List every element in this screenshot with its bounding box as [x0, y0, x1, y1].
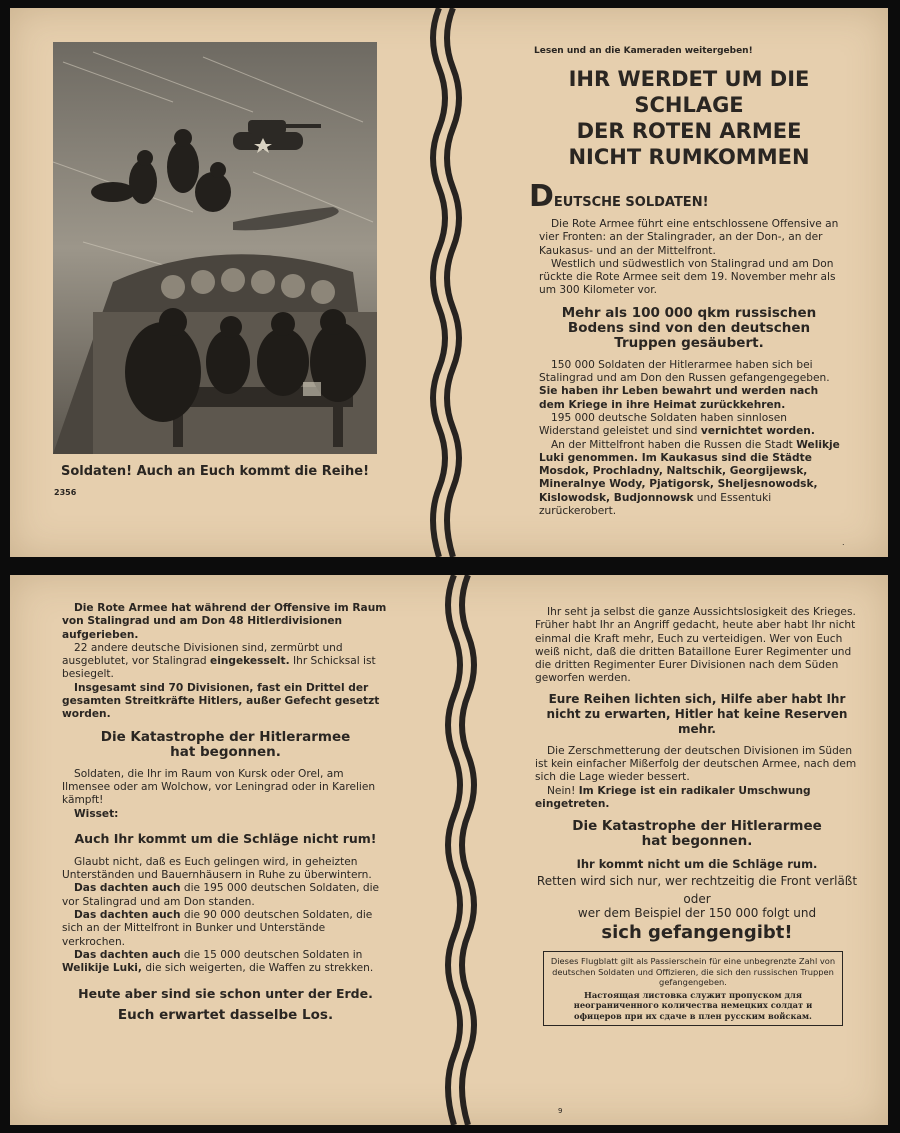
thought-3-text: die 15 000 deutschen Soldaten in	[183, 948, 363, 961]
thought-2-bold: Das dachten auch	[74, 909, 181, 922]
paragraph-prisoners	[539, 359, 845, 412]
encircled-bold: eingekesselt.	[210, 655, 290, 668]
leaflet-back-sheet	[10, 575, 888, 1125]
para-hopelessness: Ihr seht ja selbst die ganze Aussichtslosigkeit des Krieges. Früher habt Ihr an Angriff gedacht, heute aber habt Ihr nicht einmal die Kraft mehr, Euch zu verteidigen. Wer von Euch weiß nicht, daß die dritten Bataillone Eurer Regimenter und die dritten Regimenter Eurer Divisionen nach dem Süden geworfen werden.	[535, 606, 856, 685]
ranks-line-3: mehr.	[678, 721, 716, 736]
cities-end: und Essentuki zurückerobert.	[539, 491, 772, 518]
print-code: 2356	[54, 488, 77, 497]
encircled-text: 22 andere deutsche Divisionen sind, zermürbt und ausgeblutet, vor Stalingrad	[62, 641, 343, 668]
line-follow-example: wer dem Beispiel der 150 000 folgt und	[577, 906, 817, 921]
closing-underground: Heute aber sind sie schon unter der Erde.	[78, 985, 373, 1001]
cities-text: An der Mittelfront haben die Russen die Stadt	[551, 438, 793, 451]
heading-catastrophe-line-2: hat begonnen.	[170, 743, 281, 760]
back-left-column	[62, 602, 389, 1023]
line-save-yourself: Retten wird sich nur, wer rechtzeitig die Front verläßt	[536, 874, 858, 889]
subhead-line-2: Bodens sind von den deutschen	[567, 319, 811, 336]
front-mark: .	[842, 538, 845, 547]
kicker: Lesen und an die Kameraden weitergeben!	[534, 46, 753, 56]
safe-conduct-russian: Настоящая листовка служит пропуском для неограниченного количества немецких солдат и офицеров при их сдаче в плен русским войскам.	[573, 989, 813, 1021]
para-encircled	[62, 642, 389, 682]
headline-line-3: NICHT RUMKOMMEN	[568, 145, 810, 169]
closing-same-fate: Euch erwartet dasselbe Los.	[117, 1006, 334, 1023]
para-nein	[535, 785, 859, 812]
para-dont-believe: Glaubt nicht, daß es Euch gelingen wird, in geheizten Unterständen und Bauernhäusern in Ruhe zu überwintern.	[62, 855, 372, 882]
page-mark: 9	[558, 1107, 563, 1115]
front-text-column	[529, 46, 849, 518]
thought-3-city: Welikije Luki,	[62, 962, 142, 975]
destroyed-bold: vernichtet worden.	[700, 425, 815, 438]
destroyed-text: 195 000 deutsche Soldaten haben sinnlosen Widerstand geleistet und sind	[539, 411, 787, 438]
thought-3-end: die sich weigerten, die Waffen zu strekken.	[145, 962, 374, 975]
thought-2-text: die 90 000 deutschen Soldaten, die sich an der Mittelfront in Bunker und Unterstände verkrochen.	[62, 909, 373, 948]
nein-text: Nein!	[547, 784, 576, 797]
para-90000	[62, 909, 389, 949]
catastrophe-right-line-1: Die Katastrophe der Hitlerarmee	[572, 818, 822, 835]
subhead-line-1: Mehr als 100 000 qkm russischen	[561, 304, 817, 321]
cities-bold: Welikje Luki genommen. Im Kaukasus sind die Städte Mosdok, Prochladny, Naltschik, Georgijewsk, Mineralnye Wody, Pjatigorsk, Sheljesnowodsk, Kislowodsk, Budjonnowsk	[539, 438, 840, 504]
wavy-divider	[427, 8, 467, 557]
encircled-end: Ihr Schicksal ist besiegelt.	[62, 655, 376, 681]
line-oder: oder	[683, 892, 711, 907]
headline-line-2: DER ROTEN ARMEE	[576, 119, 802, 143]
paragraph-destroyed	[539, 412, 845, 439]
para-70-divisions: Insgesamt sind 70 Divisionen, fast ein Drittel der gesamten Streitkräfte Hitlers, außer Gefecht gesetzt worden.	[62, 681, 380, 721]
salutation: EUTSCHE SOLDATEN!	[553, 195, 709, 210]
nein-bold: Im Kriege ist ein radikaler Umschwung eingetreten.	[535, 784, 811, 810]
line-surrender: sich gefangengibt!	[601, 922, 793, 944]
line-no-escape: Ihr kommt nicht um die Schläge rum.	[576, 857, 818, 872]
heading-catastrophe-right	[535, 819, 859, 849]
back-right-column	[535, 606, 859, 1026]
thought-1-text: die 195 000 deutschen Soldaten, die vor Stalingrad und am Don standen.	[62, 882, 380, 908]
para-195000	[62, 882, 389, 909]
leaflet-front-sheet	[10, 8, 888, 557]
salutation-row	[529, 179, 849, 218]
paragraph-advance: Westlich und südwestlich von Stalingrad und am Don rückte die Rote Armee seit dem 19. November mehr als um 300 Kilometer vor.	[539, 257, 836, 297]
prisoners-bold: Sie haben ihr Leben bewahrt und werden nach dem Kriege in ihre Heimat zurückkehren.	[539, 385, 819, 411]
heading-catastrophe-left	[62, 730, 389, 760]
para-soldiers-fronts: Soldaten, die Ihr im Raum von Kursk oder Orel, am Ilmensee oder am Wolchow, vor Leningrad oder in Karelien kämpft!	[62, 767, 376, 807]
subhead-line-3: Truppen gesäubert.	[614, 334, 764, 351]
heading-ranks-thinning	[535, 692, 859, 737]
thought-3-bold: Das dachten auch	[74, 948, 181, 961]
ranks-line-1: Eure Reihen lichten sich, Hilfe aber habt Ihr	[548, 691, 846, 706]
prisoners-text: 150 000 Soldaten der Hitlerarmee haben sich bei Stalingrad und am Don den Russen gefangengegeben.	[539, 358, 830, 385]
safe-conduct-german: Dieses Flugblatt gilt als Passierschein für eine unbegrenzte Zahl von deutschen Soldaten und Offizieren, die sich den russischen Truppen gefangengeben.	[550, 956, 836, 988]
headline	[529, 66, 849, 170]
wavy-divider-back	[442, 575, 482, 1125]
subhead-territory	[529, 306, 849, 351]
war-illustration	[53, 42, 377, 454]
para-wisset: Wisset:	[74, 807, 119, 820]
safe-conduct-box	[543, 951, 843, 1026]
heading-catastrophe-line-1: Die Katastrophe der Hitlerarmee	[100, 728, 351, 745]
illustration-caption: Soldaten! Auch an Euch kommt die Reihe!	[61, 464, 369, 479]
para-48-divisions: Die Rote Armee hat während der Offensive im Raum von Stalingrad und am Don 48 Hitlerdivisionen aufgerieben.	[62, 602, 387, 641]
paragraph-cities	[539, 439, 845, 519]
para-15000	[62, 949, 389, 976]
thought-1-bold: Das dachten auch	[74, 882, 181, 895]
ranks-line-2: nicht zu erwarten, Hitler hat keine Reserven	[546, 706, 848, 721]
heading-you-too: Auch Ihr kommt um die Schläge nicht rum!	[74, 830, 377, 846]
headline-line-1: IHR WERDET UM DIE SCHLAGE	[568, 67, 810, 117]
para-smashing: Die Zerschmetterung der deutschen Divisionen im Süden ist kein einfacher Mißerfolg der deutschen Armee, nach dem sich die Lage wieder bessert.	[535, 744, 857, 784]
catastrophe-right-line-2: hat begonnen.	[641, 833, 753, 850]
paragraph-offensive: Die Rote Armee führt eine entschlossene Offensive an vier Fronten: an der Stalingrader, an der Don-, an der Kaukasus- und an der Mittelfront.	[539, 218, 839, 257]
drop-cap: D	[529, 179, 554, 214]
